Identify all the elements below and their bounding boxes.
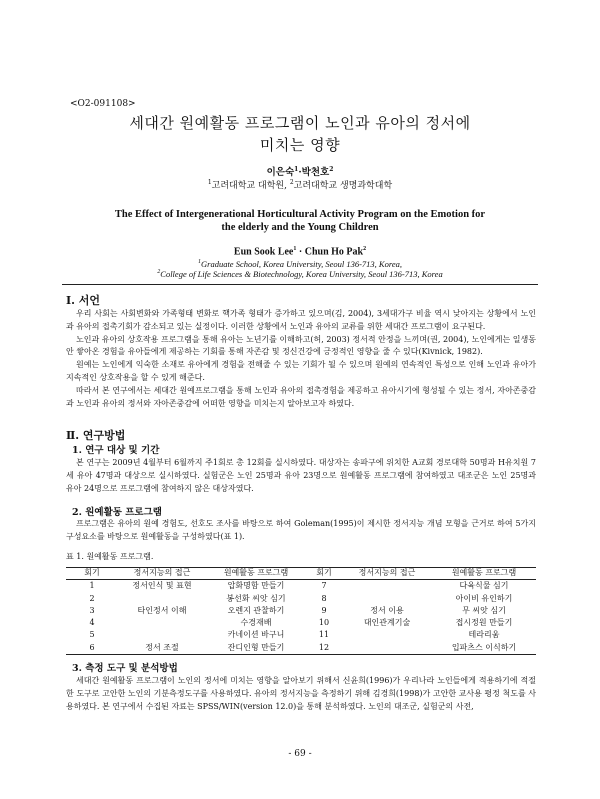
affiliation-en-2: $^2$College of Life Sciences & Biotechnology, Korea University, Seoul 136-713, Korea bbox=[157, 269, 443, 279]
author-en-2: Chun Ho Pak bbox=[304, 246, 364, 258]
table-row: 6 정서 조절 잔디인형 만들기 12 입파츠스 이식하기 bbox=[66, 642, 536, 655]
authors-en: Eun Sook Lee$^1$ · Chun Ho Pak$^2$ bbox=[233, 246, 367, 258]
subsection2-body bbox=[66, 518, 536, 544]
section1-heading: Ⅰ. 서언 bbox=[66, 294, 101, 307]
author-ko-1: 이은숙 bbox=[266, 167, 295, 178]
col-header: 정서지능의 접근 bbox=[342, 567, 432, 580]
paragraph: 따라서 본 연구에서는 세대간 원예프로그램을 통해 노인과 유아의 접촉경험을 제공하고 유아시기에 형성될 수 있는 정서, 자아존중감과 노인과 유아의 정서와 자아존중감에 어떠한 영향을 미치는지 알아보고자 하였다. bbox=[66, 385, 536, 408]
table-header-row bbox=[66, 567, 536, 580]
section2-heading: Ⅱ. 연구방법 bbox=[66, 429, 126, 442]
subsection2-heading: 2. 원예활동 프로그램 bbox=[72, 507, 162, 518]
paragraph: 원예는 노인에게 익숙한 소재로 유아에게 경험을 전해줄 수 있는 기회가 될 수 있으며 원예의 연속적인 특성으로 인해 노인과 유아가 지속적인 상호작용을 할 수 있게 해준다. bbox=[66, 360, 536, 382]
paragraph: 노인과 유아의 상호작용 프로그램을 통해 유아는 노년기를 이해하고(허, 2003) 정서적 안정을 느끼며(권, 2004), 노인에게는 일생동안 쌓아온 경험을 유아들에게 제공하는 기회를 통해 자존감 및 정신건강에 긍정적인 영향을 줄 수 있다(Kivnick, 1982). bbox=[66, 334, 536, 357]
table-row: 1 정서인식 및 표현 압화명함 만들기 7 다육식물 심기 bbox=[89, 581, 509, 591]
table-row: 3 타인정서 이해 오렌지 관찰하기 9 정서 이용 무 씨앗 심기 bbox=[89, 605, 506, 615]
affiliation-en-1: $^1$Graduate School, Korea University, Seoul 136-713, Korea, bbox=[198, 259, 402, 269]
col-header: 회기 bbox=[306, 567, 342, 580]
header-rule bbox=[62, 284, 538, 285]
paragraph: 우리 사회는 사회변화와 가족형태 변화로 핵가족 형태가 증가하고 있으며(김, 2004), 3세대가구 비율 역시 낮아지는 상황에서 노인과 유아의 접촉기회가 감소되고 있는 실정이다. 이러한 상황에서 노인과 유아의 교류를 위한 세대간 프로그램이 요구된다. bbox=[66, 309, 536, 331]
author-en-1: Eun Sook Lee bbox=[233, 246, 294, 258]
author-ko-2: 박천호 bbox=[301, 167, 330, 178]
col-header: 회기 bbox=[66, 567, 118, 580]
table-row: 4 수경재배 10 대인관계기술 접시정원 만들기 bbox=[89, 618, 513, 628]
paragraph: 세대간 원예활동 프로그램이 노인의 정서에 미치는 영향을 알아보기 위해서 신윤희(1996)가 우리나라 노인들에게 적용하기에 적절한 도구로 고안한 노인의 기분측정도구를 사용하였다. 유아의 정서지능을 측정하기 위해 김경희(1998)가 고안한 교사용 평정 척도를 사용하였다. 본 연구에서 수집된 자료는 SPSS/WIN(version 12.0)을 통해 분석하였다. 노인의 대조군, 실험군의 사전, bbox=[66, 676, 536, 711]
title-ko-line2: 미치는 영향 bbox=[259, 136, 341, 154]
table-row: 2 봉선화 씨앗 심기 8 아이비 유인하기 bbox=[89, 593, 513, 603]
subsection1-heading: 1. 연구 대상 및 기간 bbox=[72, 445, 160, 456]
page-number: - 69 - bbox=[288, 749, 312, 759]
subsection1-body bbox=[66, 457, 536, 495]
section1-body bbox=[66, 308, 536, 410]
table-row: 5 카네이션 바구니 11 테라리움 bbox=[89, 630, 500, 640]
paragraph: 본 연구는 2009년 4월부터 6월까지 주1회로 총 12회를 실시하였다. 대상자는 송파구에 위치한 A교회 경로대학 50명과 H유치원 7세 유아 47명과 대상으로 실시하였다. 실험군은 노인 25명과 유아 23명으로 원예활동 프로그램에 참여하였고 대조군은 노인 25명과 유아 24명으로 프로그램에 참여하지 않은 대상자였다. bbox=[66, 458, 536, 493]
title-ko-line1: 세대간 원예활동 프로그램이 노인과 유아의 정서에 bbox=[129, 114, 471, 132]
paper-code: <O2-091108> bbox=[70, 99, 136, 109]
affiliation-ko: $^1$고려대학교 대학원, $^2$고려대학교 생명과학대학 bbox=[207, 179, 393, 191]
title-en-line1: The Effect of Intergenerational Horticultural Activity Program on the Emotion for bbox=[114, 209, 486, 220]
authors-ko: 이은숙$^1$·박천호$^2$ bbox=[266, 165, 334, 178]
subsection3-heading: 3. 측정 도구 및 분석방법 bbox=[72, 663, 178, 674]
paragraph: 프로그램은 유아의 원예 경험도, 선호도 조사를 바탕으로 하여 Goleman(1995)이 제시한 정서지능 개념 모형을 근거로 하여 5가지 구성요소를 바탕으로 원예활동을 구성하였다(표 1). bbox=[66, 519, 536, 541]
title-en-line2: the elderly and the Young Children bbox=[221, 222, 379, 233]
col-header: 원예활동 프로그램 bbox=[432, 567, 536, 580]
col-header: 원예활동 프로그램 bbox=[206, 567, 306, 580]
subsection3-body bbox=[66, 675, 536, 713]
table-caption: 표 1. 원예활동 프로그램. bbox=[66, 552, 154, 561]
col-header: 정서지능의 접근 bbox=[118, 567, 206, 580]
program-table bbox=[66, 567, 536, 655]
